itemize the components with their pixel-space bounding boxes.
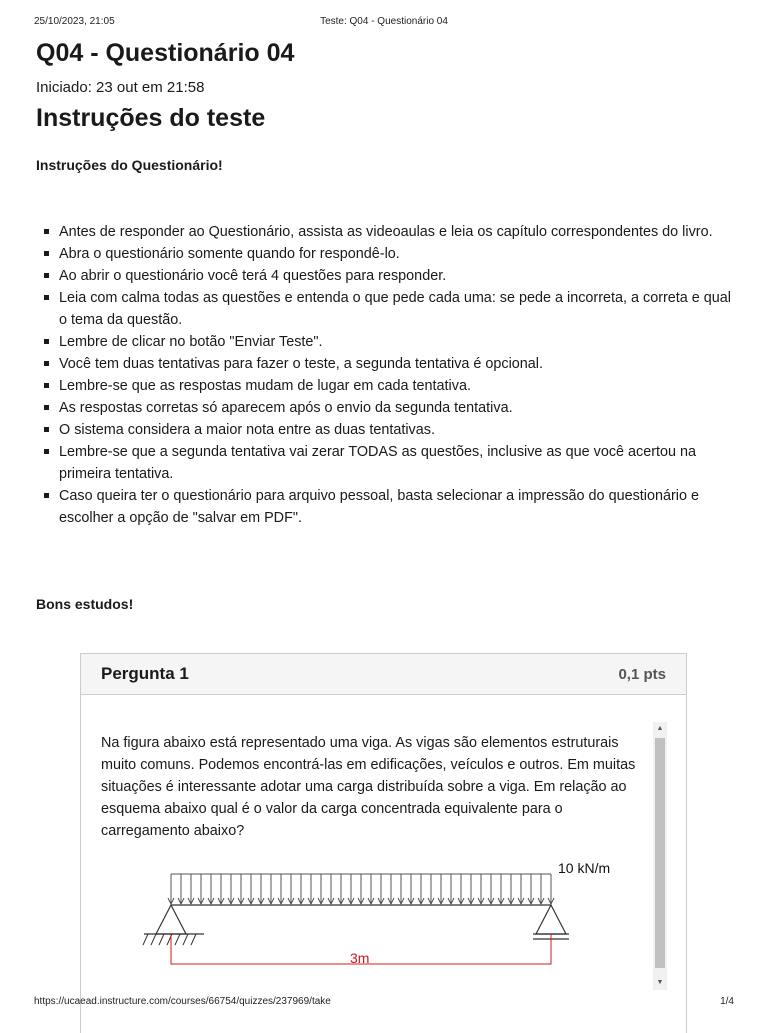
instructions-item-text: As respostas corretas só aparecem após o envio da segunda tentativa. — [59, 400, 513, 416]
scroll-up-arrow-icon[interactable]: ▲ — [656, 725, 664, 732]
bullet-icon — [44, 493, 49, 498]
page-url: https://ucaead.instructure.com/courses/66754/quizzes/237969/take — [34, 996, 331, 1007]
span-label: 3m — [350, 950, 370, 966]
scroll-thumb[interactable] — [655, 738, 665, 968]
question-scrollbar[interactable] — [653, 722, 667, 990]
bullet-icon — [44, 361, 49, 366]
distributed-load-arrows — [168, 874, 554, 904]
instructions-item-text: Você tem duas tentativas para fazer o teste, a segunda tentativa é opcional. — [59, 356, 543, 372]
bullet-icon — [44, 405, 49, 410]
print-title: Teste: Q04 - Questionário 04 — [320, 16, 448, 27]
bullet-icon — [44, 339, 49, 344]
question-title: Pergunta 1 — [101, 664, 189, 683]
instructions-item-text: Caso queira ter o questionário para arquivo pessoal, basta selecionar a impressão do questionário e escolher a opção de "salvar em PDF". — [59, 488, 699, 526]
instructions-list-item — [36, 265, 736, 287]
question-text: Na figura abaixo está representado uma viga. As vigas são elementos estruturais muito comuns. Podemos encontrá-las em edificações, veículos e outros. Em muitas situações é interessante adotar uma carga distribuída sobre a viga. Em relação ao esquema abaixo qual é o valor da carga concentrada equivalente para o carregamento abaixo? — [101, 735, 636, 839]
ground-hatch-line — [159, 934, 164, 945]
instructions-list-item — [36, 287, 736, 331]
instructions-item-text: Lembre-se que a segunda tentativa vai zerar TODAS as questões, inclusive as que você acertou na primeira tentativa. — [59, 444, 697, 482]
bullet-icon — [44, 251, 49, 256]
scroll-down-arrow-icon[interactable]: ▼ — [656, 979, 664, 986]
bullet-icon — [44, 449, 49, 454]
instructions-list-item — [36, 375, 736, 397]
instructions-list-item — [36, 419, 736, 441]
right-support-roller-icon — [536, 905, 566, 934]
instructions-heading: Instruções do teste — [36, 104, 266, 132]
started-timestamp: Iniciado: 23 out em 21:58 — [36, 79, 205, 96]
instructions-item-text: O sistema considera a maior nota entre as duas tentativas. — [59, 422, 435, 438]
instructions-item-text: Antes de responder ao Questionário, assista as videoaulas e leia os capítulo correspondentes do livro. — [59, 224, 713, 240]
print-date: 25/10/2023, 21:05 — [34, 16, 115, 27]
bullet-icon — [44, 273, 49, 278]
ground-hatch-line — [143, 934, 148, 945]
print-header — [34, 16, 734, 30]
instructions-list — [36, 221, 736, 529]
ground-hatch — [143, 934, 196, 945]
instructions-list-item — [36, 441, 736, 485]
load-label: 10 kN/m — [558, 860, 611, 876]
quiz-title: Q04 - Questionário 04 — [36, 39, 295, 67]
ground-hatch-line — [175, 934, 180, 945]
instructions-list-item — [36, 243, 736, 265]
ground-hatch-line — [191, 934, 196, 945]
bullet-icon — [44, 229, 49, 234]
ground-hatch-line — [183, 934, 188, 945]
beam-figure — [136, 854, 646, 969]
instructions-list-item — [36, 353, 736, 375]
question-header — [81, 654, 686, 695]
bullet-icon — [44, 383, 49, 388]
instructions-item-text: Leia com calma todas as questões e entenda o que pede cada uma: se pede a incorreta, a correta e qual o tema da questão. — [59, 290, 732, 328]
ground-hatch-line — [151, 934, 156, 945]
instructions-list-item — [36, 485, 736, 529]
question-points: 0,1 pts — [618, 666, 666, 683]
instructions-subtitle: Instruções do Questionário! — [36, 157, 223, 173]
instructions-item-text: Lembre de clicar no botão "Enviar Teste". — [59, 334, 323, 350]
instructions-item-text: Ao abrir o questionário você terá 4 questões para responder. — [59, 268, 447, 284]
closing-message: Bons estudos! — [36, 596, 134, 612]
left-support-pin-icon — [156, 905, 186, 934]
question-card — [80, 653, 687, 1033]
print-footer — [34, 996, 734, 1010]
instructions-item-text: Lembre-se que as respostas mudam de lugar em cada tentativa. — [59, 378, 471, 394]
instructions-list-item — [36, 397, 736, 419]
instructions-item-text: Abra o questionário somente quando for respondê-lo. — [59, 246, 400, 262]
bullet-icon — [44, 295, 49, 300]
page-number: 1/4 — [720, 996, 734, 1007]
instructions-list-item — [36, 221, 736, 243]
bullet-icon — [44, 427, 49, 432]
instructions-list-item — [36, 331, 736, 353]
